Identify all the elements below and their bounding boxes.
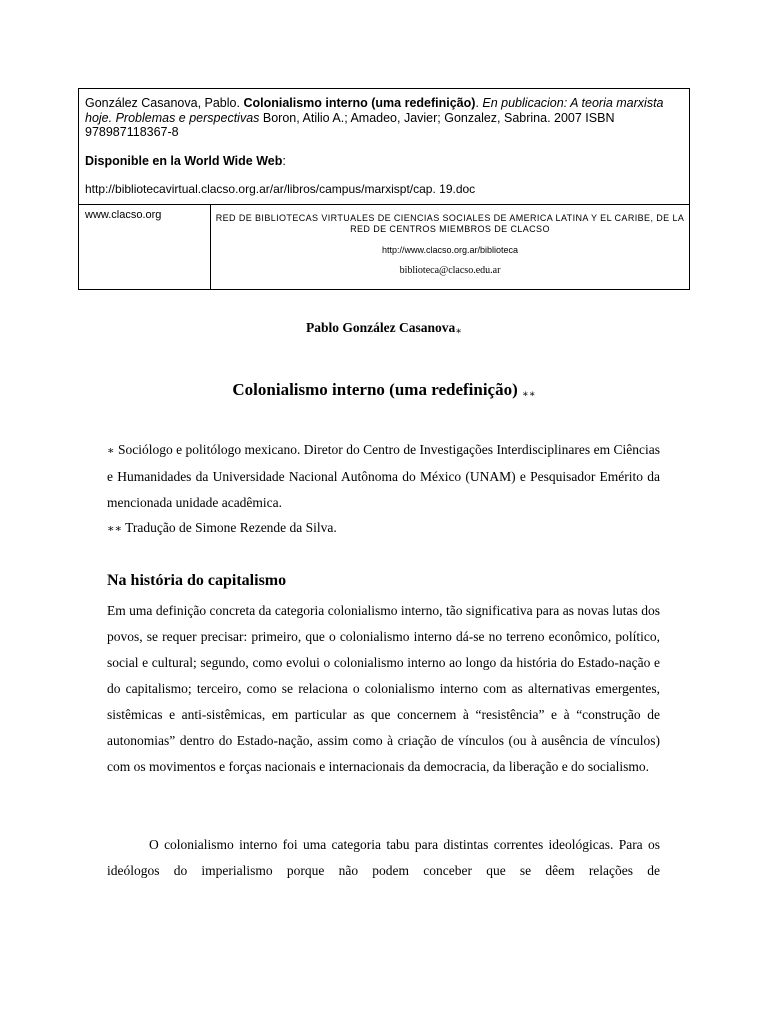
footnote-2-text: Tradução de Simone Rezende da Silva. [125, 520, 337, 535]
citation-url[interactable]: http://bibliotecavirtual.clacso.org.ar/ar/libros/campus/marxispt/cap. 19.doc [85, 182, 476, 196]
citation-section [79, 89, 689, 205]
citation-authors: González Casanova, Pablo. [85, 96, 240, 110]
author-name: Pablo González Casanova [305, 320, 456, 335]
availability-label: Disponible en la World Wide Web: [85, 154, 286, 168]
footnote-1-text: Sociólogo e politólogo mexicano. Diretor do Centro de Investigações Interdisciplinares em Ciências e Humanidades da Universidade Nacional Autônoma do México (UNAM) e Pesquisador Emérito da mencionada unidade acadêmica. [107, 442, 661, 510]
library-url-link[interactable]: http://www.clacso.org.ar/biblioteca [381, 245, 519, 255]
clacso-network-cell [211, 204, 689, 289]
citation-title: Colonialismo interno (uma redefinição) [243, 96, 476, 110]
clacso-site-link[interactable]: www.clacso.org [85, 209, 162, 221]
citation-editors: Boron, Atilio A.; Amadeo, Javier; Gonzalez, Sabrina. 2007 ISBN 978987118367-8 [85, 110, 615, 139]
footnote-1-mark: ∗ [107, 445, 115, 457]
title-text: Colonialismo interno (uma redefinição) [232, 380, 518, 399]
citation-published-in: En publicacion: A teoria marxista hoje. Problemas e perspectivas [85, 96, 664, 125]
title-footnote-mark: ∗∗ [522, 389, 536, 400]
footnote-2 [107, 515, 660, 542]
footnote-1 [107, 437, 660, 516]
article-title [0, 380, 768, 400]
citation-box [78, 88, 690, 290]
body-paragraph-2: O colonialismo interno foi uma categoria tabu para distintas correntes ideológicas. Para os ideólogos do imperialismo porque não podem conceber que se dêem relações de [107, 837, 660, 878]
author-footnote-mark: ∗ [455, 326, 463, 337]
network-name: RED DE BIBLIOTECAS VIRTUALES DE CIENCIAS SOCIALES DE AMERICA LATINA Y EL CARIBE, DE LA RED DE CENTROS MIEMBROS DE CLACSO [215, 213, 685, 234]
clacso-site-cell [79, 204, 211, 289]
library-email-link[interactable]: biblioteca@clacso.edu.ar [399, 265, 501, 276]
section-heading: Na história do capitalismo [107, 572, 287, 589]
citation-text: González Casanova, Pablo. Colonialismo interno (uma redefinição). En publicacion: A teoria marxista hoje. Problemas e perspectivas Boron, Atilio A.; Amadeo, Javier; Gonzalez, Sabrina. 2007 ISBN 978987118367-8 [85, 96, 664, 139]
article-author [0, 320, 768, 336]
footnote-2-mark: ∗∗ [107, 523, 122, 535]
body-paragraph-1: Em uma definição concreta da categoria colonialismo interno, tão significativa para as novas lutas dos povos, se requer precisar: primeiro, que o colonialismo interno dá-se no terreno econômico, político, social e cultural; segundo, como evolui o colonialismo interno ao longo da história do Estado-nação e do capitalismo; terceiro, como se relaciona o colonialismo interno com as alternativas emergentes, sistêmicas e anti-sistêmicas, em particular as que concernem à “resistência” e à “construção de autonomias” dentro do Estado-nação, assim como à criação de vínculos (ou à ausência de vínculos) com os movimentos e forças nacionais e internacionais da democracia, da liberação e do socialismo. [107, 603, 660, 774]
